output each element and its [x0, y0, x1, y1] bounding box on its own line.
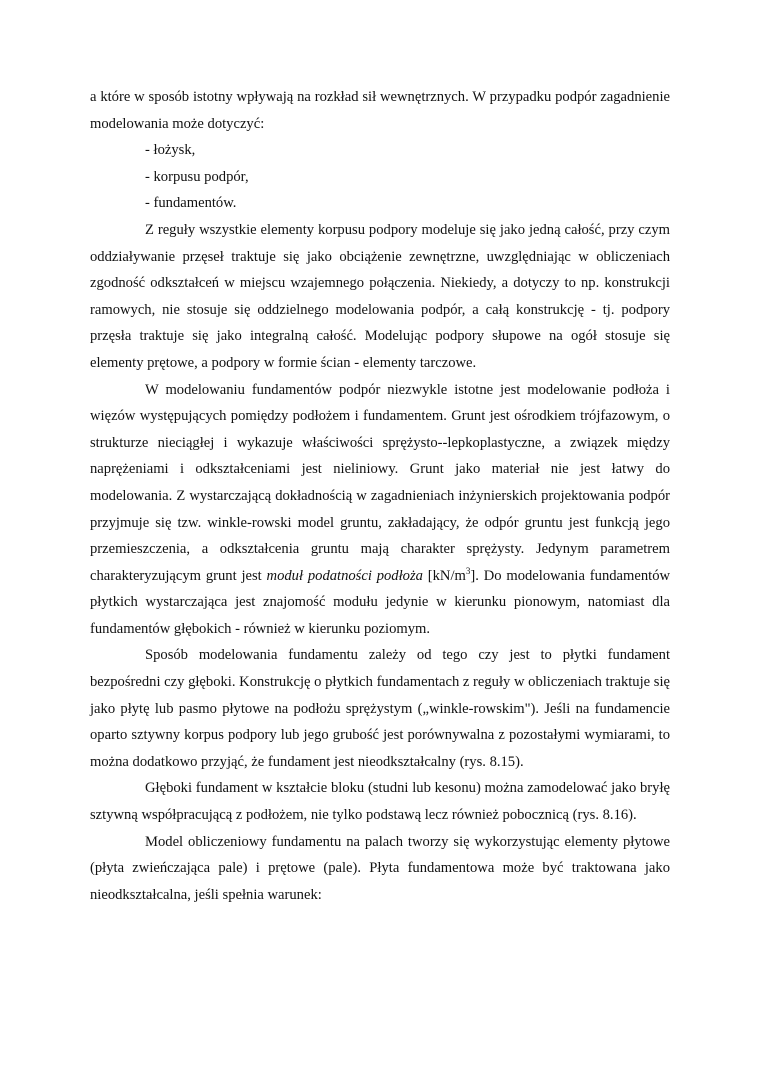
list-item-bearings: - łożysk,	[145, 142, 196, 159]
paragraph-deep-foundation: Głęboki fundament w kształcie bloku (studni lub kesonu) można zamodelować jako bryłę sztywną współpracującą z podłożem, nie tylko podstawą lecz również pobocznicą (rys. 8.16).	[90, 780, 670, 824]
subgrade-modulus-term: moduł podatności podłoża	[266, 567, 423, 584]
soil-text-start: W modelowaniu fundamentów podpór niezwykle istotne jest modelowanie podłoża i więzów występujących pomiędzy podłożem i fundamentem. Grunt jest ośrodkiem trójfazowym, o strukturze nieciągłej i wykazuje właściwości sprężysto--lepkoplastyczne, a związek między naprężeniami i odkształceniami jest nieliniowy. Grunt jako materiał nie jest łatwy do modelowania. Z wystarczającą dokładnością w zagadnieniach inżynierskich projektowania podpór przyjmuje się tzw. winkle-rowski model gruntu, zakładający, że odpór gruntu jest funkcją jego przemieszczenia, a odkształcenia gruntu mają charakter sprężysty. Jedynym parametrem charakteryzującym grunt jest	[90, 381, 670, 584]
unit-exponent: 3	[465, 565, 471, 576]
paragraph-soil-modeling	[90, 377, 670, 643]
list-item-foundations: - fundamentów.	[145, 195, 237, 212]
paragraph-pier-body: Z reguły wszystkie elementy korpusu podpory modeluje się jako jedną całość, przy czym oddziaływanie przęseł traktuje się jako obciążenie zewnętrzne, uwzględniając w obliczeniach zgodność odkształceń w miejscu wzajemnego połączenia. Niekiedy, a dotyczy to np. konstrukcji ramowych, nie stosuje się oddzielnego modelowania podpór, a całą konstrukcję - tj. podpory przęsła traktuje się jako integralną całość. Modelując podpory słupowe na ogół stosuje się elementy prętowe, a podpory w formie ścian - elementy tarczowe.	[90, 221, 670, 371]
paragraph-intro: a które w sposób istotny wpływają na rozkład sił wewnętrznych. W przypadku podpór zagadnienie modelowania może dotyczyć:	[90, 89, 670, 132]
paragraph-shallow-foundation: Sposób modelowania fundamentu zależy od tego czy jest to płytki fundament bezpośredni czy głęboki. Konstrukcję o płytkich fundamentach z reguły w obliczeniach traktuje się jako płytę lub pasmo płytowe na podłożu sprężystym („winkle-rowskim"). Jeśli na fundamencie oparto sztywny korpus podpory lub jego grubość jest porównywalna z pozostałymi wymiarami, to można dodatkowo przyjąć, że fundament jest nieodkształcalny (rys. 8.15).	[90, 647, 670, 770]
soil-text-end: ]. Do modelowania fundamentów płytkich wystarczająca jest znajomość modułu jedynie w kierunku pionowym, natomiast dla fundamentów głębokich - również w kierunku poziomym.	[90, 567, 671, 637]
unit-text: [kN/m	[427, 567, 466, 584]
paragraph-pile-foundation: Model obliczeniowy fundamentu na palach tworzy się wykorzystując elementy płytowe (płyta zwieńczająca pale) i prętowe (pale). Płyta fundamentowa może być traktowana jako nieodkształcalna, jeśli spełnia warunek:	[90, 833, 670, 903]
document-page	[90, 84, 670, 908]
list-item-pier-body: - korpusu podpór,	[145, 168, 249, 185]
